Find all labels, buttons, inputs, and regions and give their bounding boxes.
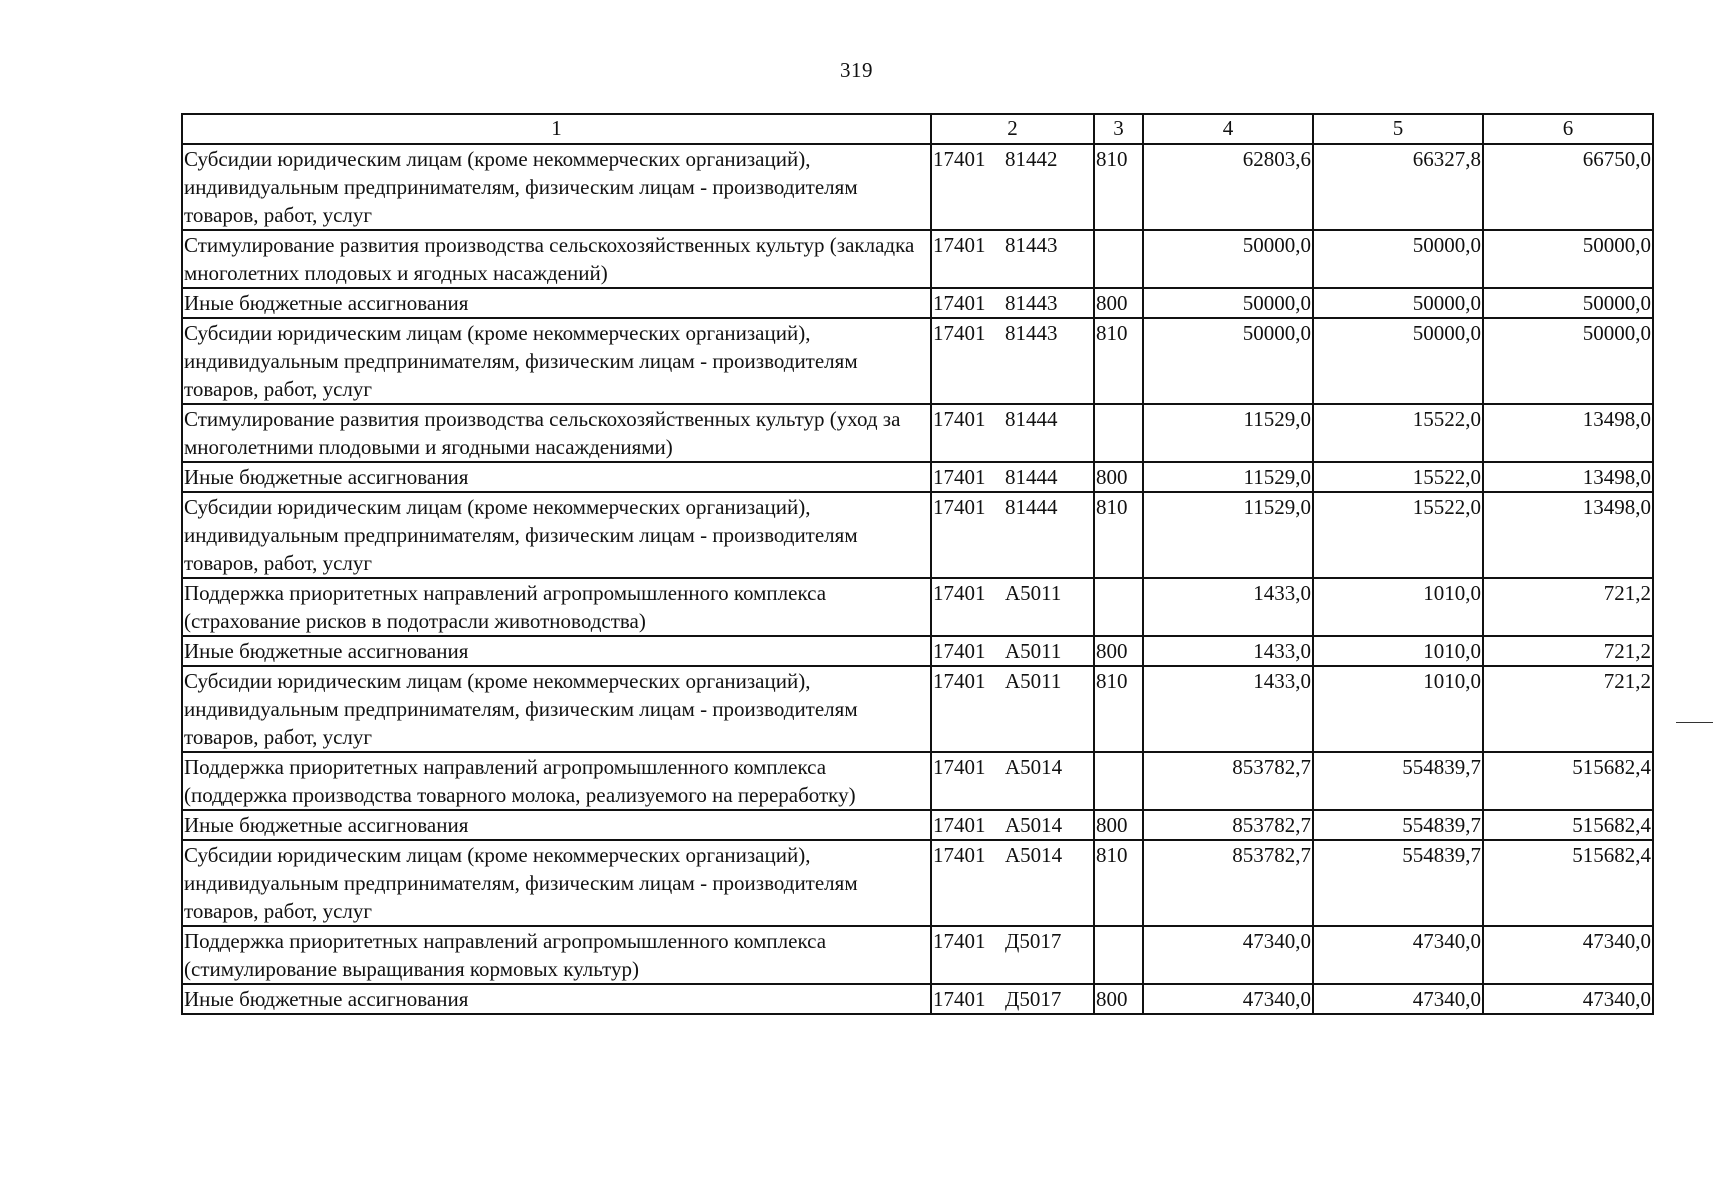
program-code: 17401 [933,495,986,519]
expense-type-code [1094,578,1143,636]
direction-code: 81444 [1005,465,1058,489]
direction-code: А5014 [1005,843,1063,867]
expense-type-code: 810 [1094,318,1143,404]
table-row [182,810,1653,840]
direction-code: 81443 [1005,321,1058,345]
amount-column-4: 62803,6 [1143,144,1313,230]
row-name: Субсидии юридическим лицам (кроме некоммерческих организаций), индивидуальным предпринимателям, физическим лицам - производителям товаров, работ, услуг [182,666,931,752]
table-row [182,462,1653,492]
amount-column-4: 1433,0 [1143,578,1313,636]
direction-code: А5014 [1005,755,1063,779]
column-header-2: 2 [931,114,1094,144]
row-name: Иные бюджетные ассигнования [182,636,931,666]
program-code: 17401 [933,465,986,489]
row-code [931,288,1094,318]
table-row [182,926,1653,984]
amount-column-4: 47340,0 [1143,984,1313,1014]
row-code [931,492,1094,578]
amount-column-5: 554839,7 [1313,840,1483,926]
row-code [931,144,1094,230]
table-row [182,318,1653,404]
table-row [182,984,1653,1014]
program-code: 17401 [933,639,986,663]
row-name: Субсидии юридическим лицам (кроме некоммерческих организаций), индивидуальным предпринимателям, физическим лицам - производителям товаров, работ, услуг [182,492,931,578]
program-code: 17401 [933,581,986,605]
amount-column-5: 47340,0 [1313,984,1483,1014]
row-name: Стимулирование развития производства сельскохозяйственных культур (уход за многолетними плодовыми и ягодными насаждениями) [182,404,931,462]
amount-column-6: 13498,0 [1483,462,1653,492]
program-code: 17401 [933,407,986,431]
amount-column-5: 50000,0 [1313,230,1483,288]
program-code: 17401 [933,321,986,345]
table-header [182,114,1653,144]
program-code: 17401 [933,843,986,867]
amount-column-5: 1010,0 [1313,666,1483,752]
program-code: 17401 [933,755,986,779]
program-code: 17401 [933,233,986,257]
expense-type-code [1094,926,1143,984]
amount-column-5: 1010,0 [1313,578,1483,636]
row-name: Стимулирование развития производства сельскохозяйственных культур (закладка многолетних плодовых и ягодных насаждений) [182,230,931,288]
amount-column-4: 11529,0 [1143,462,1313,492]
amount-column-4: 1433,0 [1143,636,1313,666]
amount-column-4: 47340,0 [1143,926,1313,984]
row-code [931,666,1094,752]
amount-column-4: 50000,0 [1143,288,1313,318]
row-code [931,404,1094,462]
direction-code: 81443 [1005,291,1058,315]
amount-column-6: 50000,0 [1483,318,1653,404]
table-row [182,492,1653,578]
amount-column-4: 11529,0 [1143,404,1313,462]
row-name: Поддержка приоритетных направлений агропромышленного комплекса (страхование рисков в подотрасли животноводства) [182,578,931,636]
page-number: 319 [840,58,873,82]
expense-type-code [1094,230,1143,288]
direction-code: А5011 [1005,581,1062,605]
program-code: 17401 [933,669,986,693]
row-name: Субсидии юридическим лицам (кроме некоммерческих организаций), индивидуальным предпринимателям, физическим лицам - производителям товаров, работ, услуг [182,318,931,404]
row-name: Иные бюджетные ассигнования [182,984,931,1014]
row-name: Иные бюджетные ассигнования [182,462,931,492]
expense-type-code: 800 [1094,288,1143,318]
amount-column-6: 721,2 [1483,666,1653,752]
row-code [931,840,1094,926]
direction-code: 81444 [1005,495,1058,519]
expense-type-code: 800 [1094,462,1143,492]
table-row [182,666,1653,752]
amount-column-4: 50000,0 [1143,230,1313,288]
expense-type-code: 800 [1094,636,1143,666]
table-row [182,636,1653,666]
table-row [182,288,1653,318]
expense-type-code: 810 [1094,666,1143,752]
row-code [931,636,1094,666]
amount-column-5: 50000,0 [1313,318,1483,404]
program-code: 17401 [933,813,986,837]
direction-code: Д5017 [1005,987,1062,1011]
column-header-1: 1 [182,114,931,144]
row-name: Субсидии юридическим лицам (кроме некоммерческих организаций), индивидуальным предпринимателям, физическим лицам - производителям товаров, работ, услуг [182,840,931,926]
program-code: 17401 [933,147,986,171]
expense-type-code: 810 [1094,144,1143,230]
amount-column-6: 50000,0 [1483,230,1653,288]
expense-type-code [1094,752,1143,810]
amount-column-6: 13498,0 [1483,492,1653,578]
amount-column-4: 1433,0 [1143,666,1313,752]
amount-column-5: 66327,8 [1313,144,1483,230]
amount-column-4: 11529,0 [1143,492,1313,578]
amount-column-6: 66750,0 [1483,144,1653,230]
row-name: Субсидии юридическим лицам (кроме некоммерческих организаций), индивидуальным предпринимателям, физическим лицам - производителям товаров, работ, услуг [182,144,931,230]
expense-type-code: 810 [1094,492,1143,578]
amount-column-4: 853782,7 [1143,752,1313,810]
amount-column-5: 15522,0 [1313,404,1483,462]
row-code [931,230,1094,288]
expense-type-code: 800 [1094,810,1143,840]
row-name: Поддержка приоритетных направлений агропромышленного комплекса (стимулирование выращивания кормовых культур) [182,926,931,984]
row-code [931,984,1094,1014]
amount-column-5: 554839,7 [1313,810,1483,840]
row-code [931,926,1094,984]
table-body [182,144,1653,1014]
row-name: Иные бюджетные ассигнования [182,288,931,318]
header-row [182,114,1653,144]
expense-type-code: 800 [1094,984,1143,1014]
amount-column-6: 515682,4 [1483,840,1653,926]
amount-column-6: 47340,0 [1483,984,1653,1014]
scan-mark [1676,722,1713,723]
amount-column-5: 47340,0 [1313,926,1483,984]
row-code [931,318,1094,404]
table-row [182,404,1653,462]
program-code: 17401 [933,291,986,315]
row-code [931,578,1094,636]
column-header-3: 3 [1094,114,1143,144]
direction-code: 81444 [1005,407,1058,431]
row-code [931,752,1094,810]
expense-type-code [1094,404,1143,462]
table-row [182,144,1653,230]
column-header-4: 4 [1143,114,1313,144]
expense-type-code: 810 [1094,840,1143,926]
amount-column-5: 1010,0 [1313,636,1483,666]
direction-code: Д5017 [1005,929,1062,953]
program-code: 17401 [933,987,986,1011]
amount-column-6: 515682,4 [1483,810,1653,840]
direction-code: 81442 [1005,147,1058,171]
budget-table [181,113,1654,1015]
amount-column-6: 721,2 [1483,636,1653,666]
direction-code: А5011 [1005,639,1062,663]
table-row [182,840,1653,926]
row-code [931,462,1094,492]
amount-column-6: 50000,0 [1483,288,1653,318]
amount-column-6: 47340,0 [1483,926,1653,984]
column-header-6: 6 [1483,114,1653,144]
amount-column-4: 50000,0 [1143,318,1313,404]
amount-column-4: 853782,7 [1143,840,1313,926]
row-name: Иные бюджетные ассигнования [182,810,931,840]
direction-code: 81443 [1005,233,1058,257]
amount-column-6: 515682,4 [1483,752,1653,810]
table-row [182,230,1653,288]
amount-column-5: 15522,0 [1313,462,1483,492]
program-code: 17401 [933,929,986,953]
amount-column-5: 50000,0 [1313,288,1483,318]
amount-column-4: 853782,7 [1143,810,1313,840]
amount-column-6: 721,2 [1483,578,1653,636]
table-row [182,578,1653,636]
direction-code: А5014 [1005,813,1063,837]
row-name: Поддержка приоритетных направлений агропромышленного комплекса (поддержка производства товарного молока, реализуемого на переработку) [182,752,931,810]
amount-column-5: 15522,0 [1313,492,1483,578]
amount-column-5: 554839,7 [1313,752,1483,810]
row-code [931,810,1094,840]
direction-code: А5011 [1005,669,1062,693]
amount-column-6: 13498,0 [1483,404,1653,462]
table-row [182,752,1653,810]
column-header-5: 5 [1313,114,1483,144]
